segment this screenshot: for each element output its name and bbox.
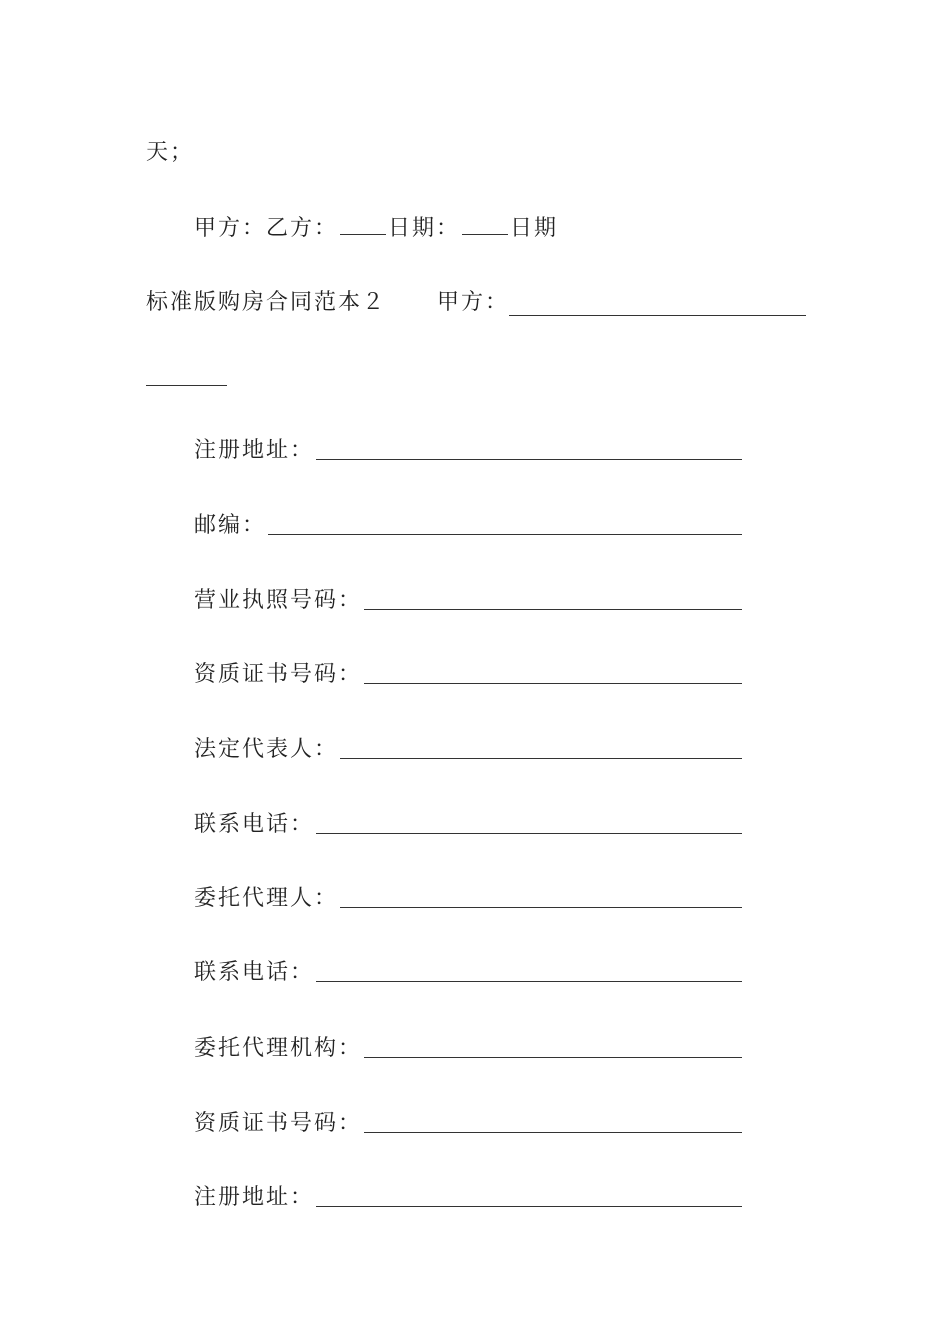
field-blank[interactable] <box>364 609 742 610</box>
field-agent <box>194 884 742 914</box>
field-blank[interactable] <box>364 683 742 684</box>
party-a-label: 甲方： <box>194 216 267 241</box>
field-label: 法定代表人： <box>194 737 339 762</box>
field-agency <box>194 1034 742 1064</box>
field-phone-2 <box>194 958 742 988</box>
field-postcode <box>194 511 742 541</box>
field-blank[interactable] <box>316 459 742 460</box>
field-blank[interactable] <box>268 534 742 535</box>
field-phone <box>194 810 742 840</box>
field-label: 邮编： <box>194 513 267 538</box>
field-label: 联系电话： <box>194 812 315 837</box>
top-fragment-text: 天； <box>146 140 195 165</box>
heading-party-a <box>437 288 509 318</box>
field-label: 营业执照号码： <box>194 588 363 613</box>
field-label: 委托代理人： <box>194 886 339 911</box>
field-qualification-cert-2 <box>194 1109 742 1139</box>
date-label-1: 日期： <box>388 216 461 241</box>
field-blank[interactable] <box>316 833 742 834</box>
field-blank[interactable] <box>340 758 742 759</box>
heading-party-a-label: 甲方： <box>437 290 510 315</box>
field-label: 注册地址： <box>194 1185 315 1210</box>
contract-title: 标准版购房合同范本２ <box>146 290 387 315</box>
field-label: 资质证书号码： <box>194 1111 363 1136</box>
field-registered-address <box>194 436 742 466</box>
field-blank[interactable] <box>316 981 742 982</box>
field-legal-representative <box>194 735 742 765</box>
signature-line <box>194 212 558 244</box>
field-registered-address-2 <box>194 1183 742 1213</box>
date-label-2: 日期 <box>510 216 559 241</box>
field-blank[interactable] <box>316 1206 742 1207</box>
field-label: 注册地址： <box>194 438 315 463</box>
heading-party-a-blank-continued[interactable] <box>146 385 227 386</box>
field-blank[interactable] <box>364 1057 742 1058</box>
heading-party-a-blank[interactable] <box>509 315 806 316</box>
party-b-label: 乙方： <box>266 216 339 241</box>
field-qualification-cert <box>194 660 742 690</box>
date-blank[interactable] <box>462 212 508 235</box>
field-blank[interactable] <box>340 907 742 908</box>
party-b-blank[interactable] <box>340 212 386 235</box>
field-blank[interactable] <box>364 1132 742 1133</box>
field-label: 资质证书号码： <box>194 662 363 687</box>
field-business-license <box>194 586 742 616</box>
field-label: 联系电话： <box>194 960 315 985</box>
field-label: 委托代理机构： <box>194 1036 363 1061</box>
contract-heading <box>146 288 386 318</box>
